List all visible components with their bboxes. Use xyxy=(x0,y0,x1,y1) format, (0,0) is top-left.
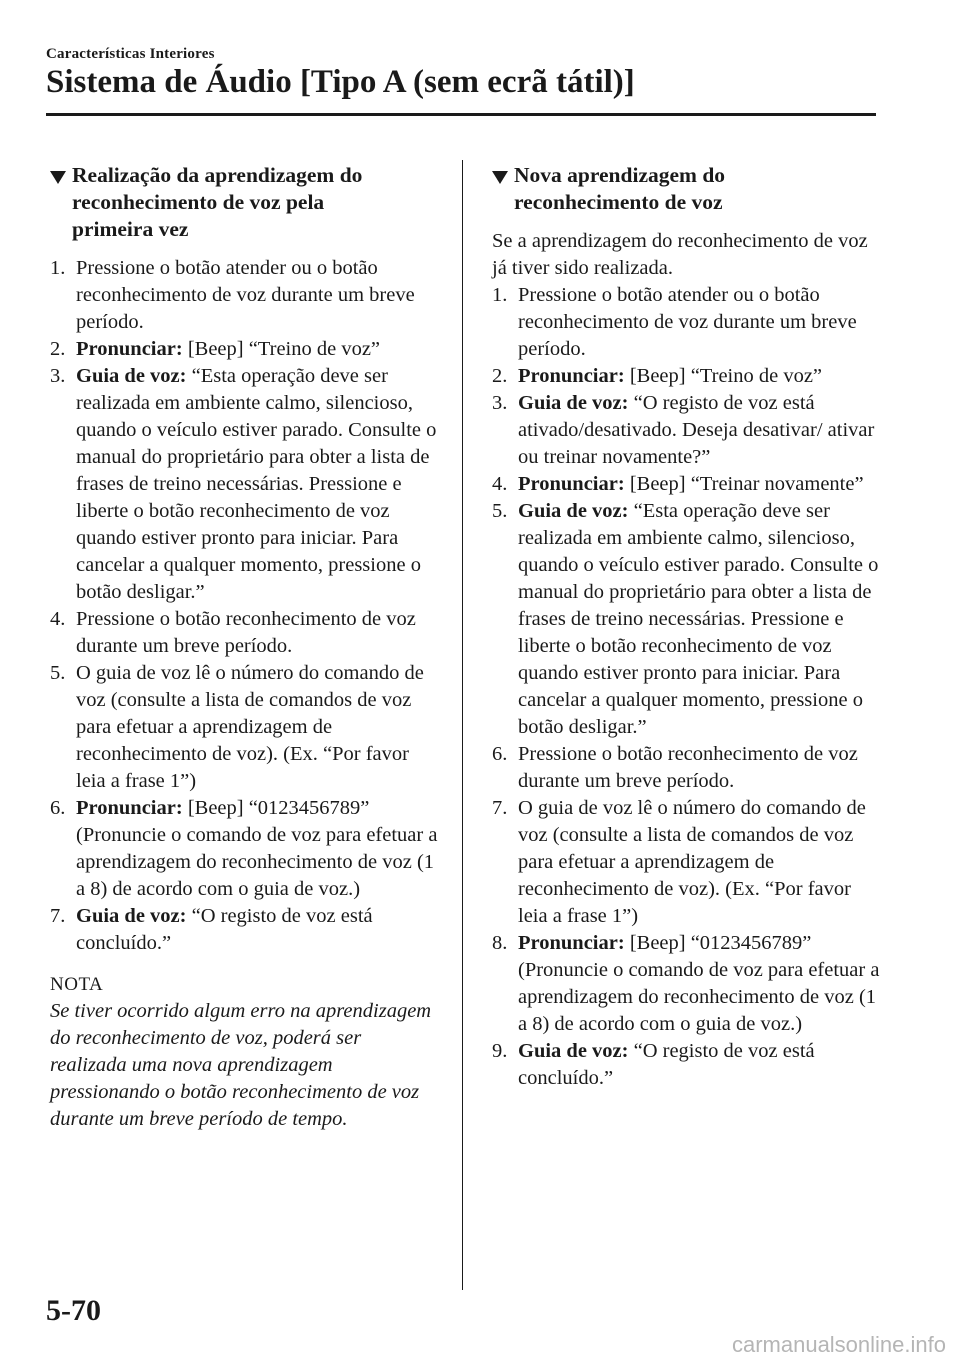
list-item xyxy=(492,1038,880,1092)
list-item xyxy=(50,336,438,363)
step-keyword: Guia de voz: xyxy=(518,1040,629,1062)
step-text: “Esta operação deve ser realizada em ambiente calmo, silencioso, quando o veículo estiver parado. Consulte o manual do proprietário para obter a lista de frases de treino necessárias. Pressione e liberte o botão reconhecimento de voz quando estiver pronto para iniciar. Para cancelar a qualquer momento, pressione o botão desligar.” xyxy=(518,500,879,738)
step-number: 5. xyxy=(50,662,66,684)
step-text: O guia de voz lê o número do comando de voz (consulte a lista de comandos de voz para efetuar a aprendizagem de reconhecimento de voz). (Ex. “Por favor leia a frase 1”) xyxy=(518,797,866,927)
note-label: NOTA xyxy=(50,974,104,995)
list-item xyxy=(492,498,880,741)
section-heading-retraining xyxy=(492,162,880,216)
heading-line: primeira vez xyxy=(72,217,189,241)
step-text: Pressione o botão reconhecimento de voz durante um breve período. xyxy=(518,743,858,792)
heading-line: reconhecimento de voz pela xyxy=(72,190,325,214)
right-column xyxy=(492,162,880,1092)
step-number: 3. xyxy=(492,392,508,414)
step-keyword: Pronunciar: xyxy=(518,365,625,387)
step-keyword: Pronunciar: xyxy=(518,473,625,495)
triangle-bullet-icon xyxy=(492,171,508,184)
list-item xyxy=(50,660,438,795)
step-text: [Beep] “Treino de voz” xyxy=(624,365,823,387)
list-item xyxy=(492,471,880,498)
heading-line: Realização da aprendizagem do xyxy=(72,163,363,187)
step-text: Pressione o botão atender ou o botão reconhecimento de voz durante um breve período. xyxy=(76,257,415,333)
page-title: Sistema de Áudio [Tipo A (sem ecrã tátil)] xyxy=(46,64,635,100)
step-text: “O registo de voz está concluído.” xyxy=(518,1040,815,1089)
section-heading-first-training xyxy=(50,162,438,243)
step-number: 2. xyxy=(492,365,508,387)
list-item xyxy=(50,903,438,957)
list-item xyxy=(492,390,880,471)
step-keyword: Pronunciar: xyxy=(76,797,183,819)
step-text: [Beep] “0123456789” (Pronuncie o comando de voz para efetuar a aprendizagem do reconhecimento de voz (1 a 8) de acordo com o guia de voz.) xyxy=(518,932,880,1035)
step-number: 8. xyxy=(492,932,508,954)
step-text: O guia de voz lê o número do comando de voz (consulte a lista de comandos de voz para efetuar a aprendizagem de reconhecimento de voz). (Ex. “Por favor leia a frase 1”) xyxy=(76,662,424,792)
step-keyword: Guia de voz: xyxy=(76,905,187,927)
step-number: 9. xyxy=(492,1040,508,1062)
step-text: [Beep] “Treino de voz” xyxy=(182,338,381,360)
step-keyword: Pronunciar: xyxy=(76,338,183,360)
step-number: 2. xyxy=(50,338,66,360)
step-number: 1. xyxy=(50,257,66,279)
page-number: 5-70 xyxy=(46,1294,101,1327)
step-number: 1. xyxy=(492,284,508,306)
heading-line: Nova aprendizagem do xyxy=(514,163,726,187)
step-text: “Esta operação deve ser realizada em ambiente calmo, silencioso, quando o veículo estiver parado. Consulte o manual do proprietário para obter a lista de frases de treino necessárias. Pressione e liberte o botão reconhecimento de voz quando estiver pronto para iniciar. Para cancelar a qualquer momento, pressione o botão desligar.” xyxy=(76,365,437,603)
step-text: [Beep] “0123456789” (Pronuncie o comando de voz para efetuar a aprendizagem do reconhecimento de voz (1 a 8) de acordo com o guia de voz.) xyxy=(76,797,438,900)
header-rule xyxy=(46,113,876,116)
heading-line: reconhecimento de voz xyxy=(514,190,723,214)
list-item xyxy=(492,741,880,795)
step-keyword: Guia de voz: xyxy=(518,500,629,522)
left-column xyxy=(50,162,438,1133)
step-text: “O registo de voz está ativado/desativado. Deseja desativar/ ativar ou treinar novamente?” xyxy=(518,392,875,468)
step-number: 7. xyxy=(50,905,66,927)
step-keyword: Guia de voz: xyxy=(76,365,187,387)
list-item xyxy=(50,606,438,660)
list-item xyxy=(492,363,880,390)
section-kicker: Características Interiores xyxy=(46,46,215,62)
watermark: carmanualsonline.info xyxy=(731,1332,946,1357)
step-number: 5. xyxy=(492,500,508,522)
triangle-bullet-icon xyxy=(50,171,66,184)
step-number: 4. xyxy=(492,473,508,495)
step-keyword: Guia de voz: xyxy=(518,392,629,414)
step-text: Pressione o botão reconhecimento de voz durante um breve período. xyxy=(76,608,416,657)
steps-list-first-training xyxy=(50,255,438,957)
steps-list-retraining xyxy=(492,282,880,1092)
step-number: 3. xyxy=(50,365,66,387)
list-item xyxy=(50,255,438,336)
column-divider xyxy=(462,160,463,1290)
step-text: [Beep] “Treinar novamente” xyxy=(624,473,864,495)
list-item xyxy=(50,363,438,606)
step-text: “O registo de voz está concluído.” xyxy=(76,905,373,954)
list-item xyxy=(492,282,880,363)
note-text: Se tiver ocorrido algum erro na aprendizagem do reconhecimento de voz, poderá ser realizada uma nova aprendizagem pressionando o botão reconhecimento de voz durante um breve período de tempo. xyxy=(50,1000,432,1130)
step-number: 6. xyxy=(492,743,508,765)
step-number: 7. xyxy=(492,797,508,819)
list-item xyxy=(492,930,880,1038)
step-number: 6. xyxy=(50,797,66,819)
list-item xyxy=(50,795,438,903)
step-number: 4. xyxy=(50,608,66,630)
step-keyword: Pronunciar: xyxy=(518,932,625,954)
list-item xyxy=(492,795,880,930)
step-text: Pressione o botão atender ou o botão reconhecimento de voz durante um breve período. xyxy=(518,284,857,360)
intro-paragraph: Se a aprendizagem do reconhecimento de voz já tiver sido realizada. xyxy=(492,230,868,279)
